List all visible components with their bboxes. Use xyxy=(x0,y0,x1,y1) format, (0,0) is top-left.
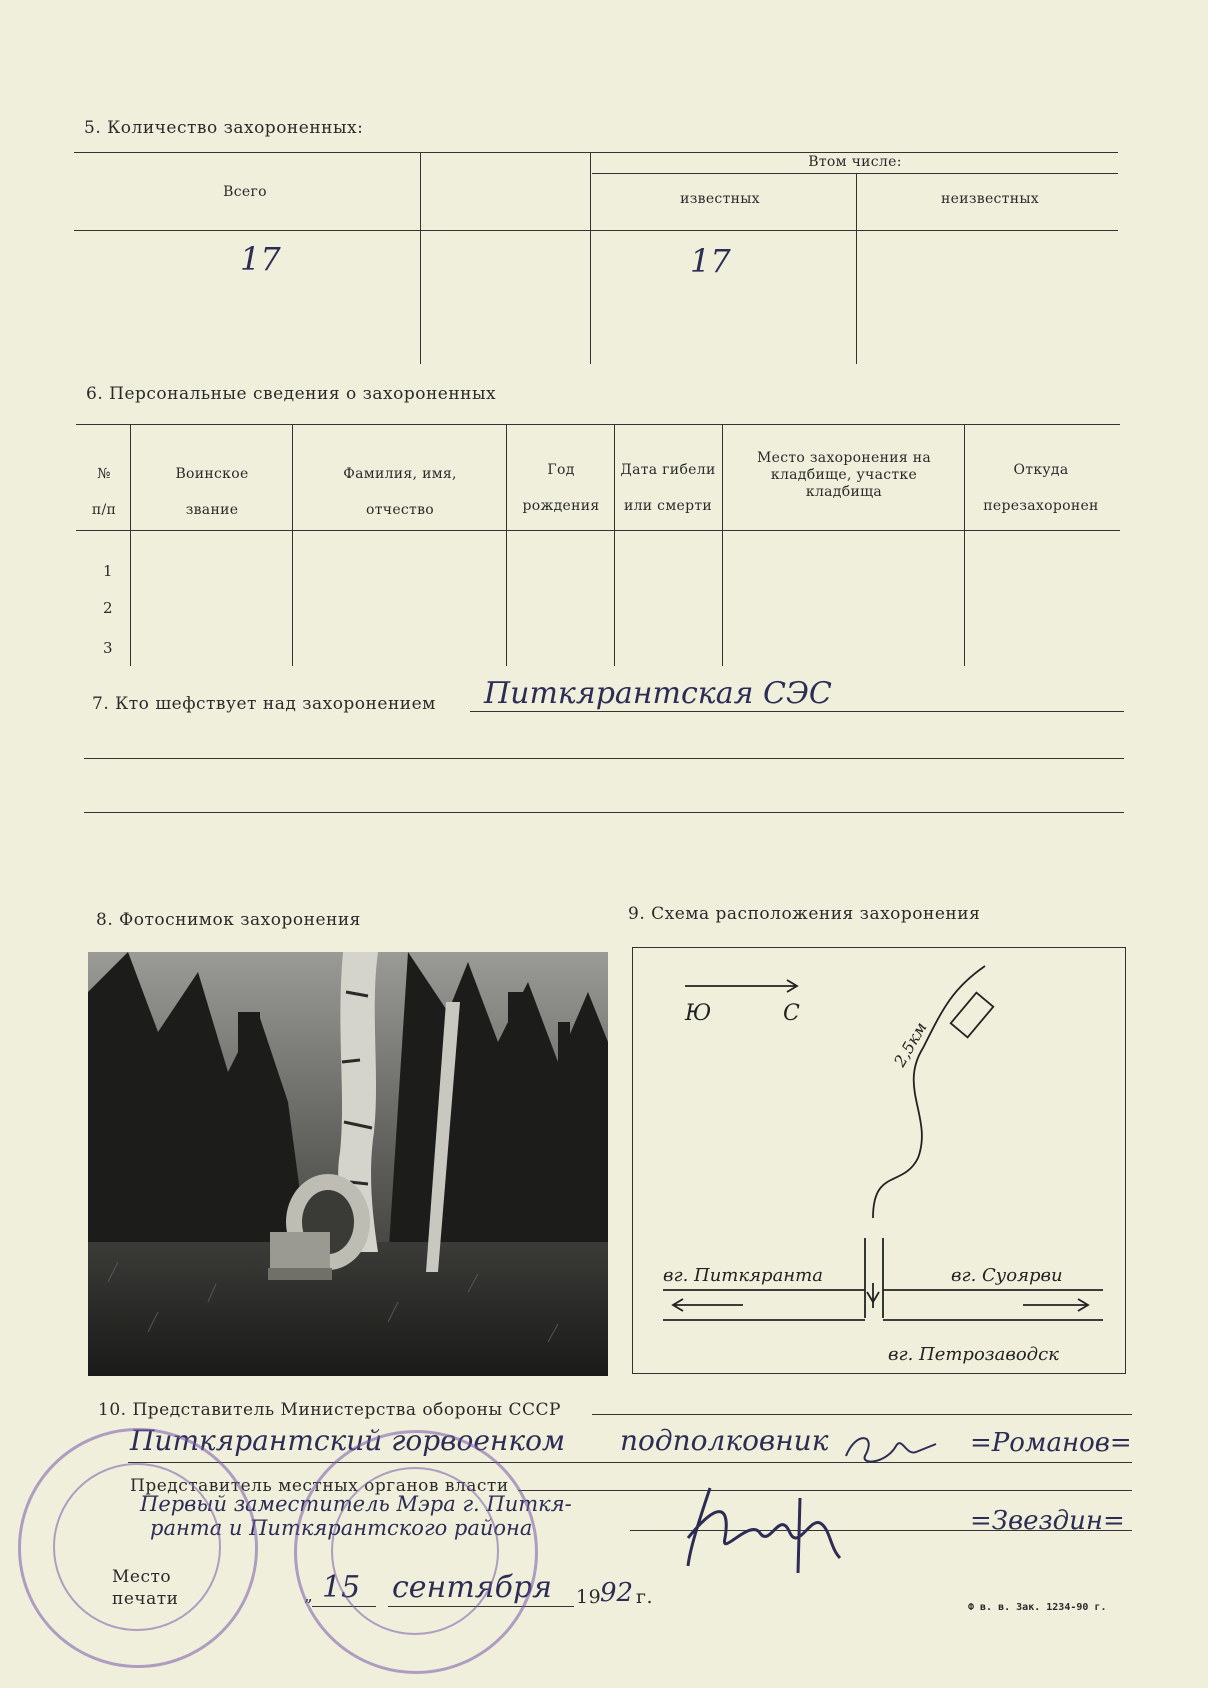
header-known: известных xyxy=(680,191,760,207)
column-burial-place: Место захоронения на кладбище, участке кладбища xyxy=(756,450,932,500)
column-death-date: Дата гибели или смерти xyxy=(620,462,716,514)
column-birth-year: Год рождения xyxy=(522,462,600,514)
road-right-label: вг. Суоярви xyxy=(951,1265,1063,1286)
header-total: Всего xyxy=(223,184,267,200)
table5-sub-border xyxy=(592,173,1118,174)
burial-photo xyxy=(88,952,608,1376)
date-month: сентября xyxy=(392,1570,553,1605)
scheme-drawing xyxy=(633,948,1125,1373)
local-position-line1: Первый заместитель Мэра г. Питкя- xyxy=(140,1492,572,1516)
table6-divider xyxy=(506,424,507,666)
date-year-g: г. xyxy=(636,1586,653,1608)
table6-divider xyxy=(722,424,723,666)
header-including: Втом числе: xyxy=(808,154,902,170)
section10-title: 10. Представитель Министерства обороны СССР xyxy=(98,1400,561,1420)
table5-top-border xyxy=(74,152,1118,153)
section5-title: 5. Количество захороненных: xyxy=(84,118,364,138)
column-name: Фамилия, имя, отчество xyxy=(343,466,457,518)
column-reburied-from: Откуда перезахоронен xyxy=(983,462,1099,514)
table5-header-border xyxy=(74,230,1118,231)
table6-divider xyxy=(292,424,293,666)
local-authority-title: Представитель местных органов власти xyxy=(130,1476,509,1496)
stamp-inner-ring xyxy=(331,1467,499,1635)
section9-title: 9. Схема расположения захоронения xyxy=(628,904,981,924)
blank-line xyxy=(84,758,1124,759)
row-number: 2 xyxy=(103,599,113,617)
mo-rank: подполковник xyxy=(620,1424,829,1457)
table5-divider xyxy=(856,173,857,364)
row-number: 3 xyxy=(103,639,113,657)
official-stamp xyxy=(18,1428,258,1668)
known-value: 17 xyxy=(690,242,731,280)
date-day: 15 xyxy=(322,1570,361,1605)
blank-line xyxy=(84,812,1124,813)
patron-value: Питкярантская СЭС xyxy=(484,676,832,711)
section7-title: 7. Кто шефствует над захоронением xyxy=(92,694,436,714)
road-down-label: вг. Петрозаводск xyxy=(888,1344,1059,1365)
local-signature xyxy=(680,1478,860,1578)
stamp-inner-ring xyxy=(53,1463,221,1631)
date-quote: „ xyxy=(304,1586,314,1606)
road-left-label: вг. Питкяранта xyxy=(663,1265,823,1286)
photo-image xyxy=(88,952,608,1376)
local-name: =Звездин= xyxy=(970,1506,1125,1536)
label-distance: 2,5км xyxy=(890,1018,931,1070)
total-value: 17 xyxy=(240,240,281,278)
row-number: 1 xyxy=(103,562,113,580)
print-footnote: Ф в. в. Зак. 1234-90 г. xyxy=(968,1602,1107,1613)
section6-title: 6. Персональные сведения о захороненных xyxy=(86,384,497,404)
section8-title: 8. Фотоснимок захоронения xyxy=(96,910,361,930)
date-year-prefix: 19 xyxy=(576,1586,602,1608)
table6-divider xyxy=(964,424,965,666)
table5-divider xyxy=(590,152,591,364)
label-north: С xyxy=(783,1001,800,1026)
mo-name: =Романов= xyxy=(970,1428,1132,1458)
label-south: Ю xyxy=(685,1001,712,1026)
stamp-place-label: Место печати xyxy=(112,1567,179,1609)
mo-organization: Питкярантский горвоенком xyxy=(130,1424,566,1457)
table6-divider xyxy=(130,424,131,666)
date-year-suffix: 92 xyxy=(600,1578,634,1608)
table5-divider xyxy=(420,152,421,364)
column-rank: Воинское звание xyxy=(175,466,249,518)
patron-underline xyxy=(470,711,1124,712)
official-stamp xyxy=(294,1430,538,1674)
mo-signature xyxy=(836,1426,946,1474)
mo-line xyxy=(592,1414,1132,1415)
mo-signature-line xyxy=(128,1462,1132,1463)
location-scheme xyxy=(632,947,1126,1374)
header-unknown: неизвестных xyxy=(940,191,1039,207)
column-number: № п/п xyxy=(91,466,117,518)
local-position-line2: ранта и Питкярантского района xyxy=(150,1516,533,1540)
